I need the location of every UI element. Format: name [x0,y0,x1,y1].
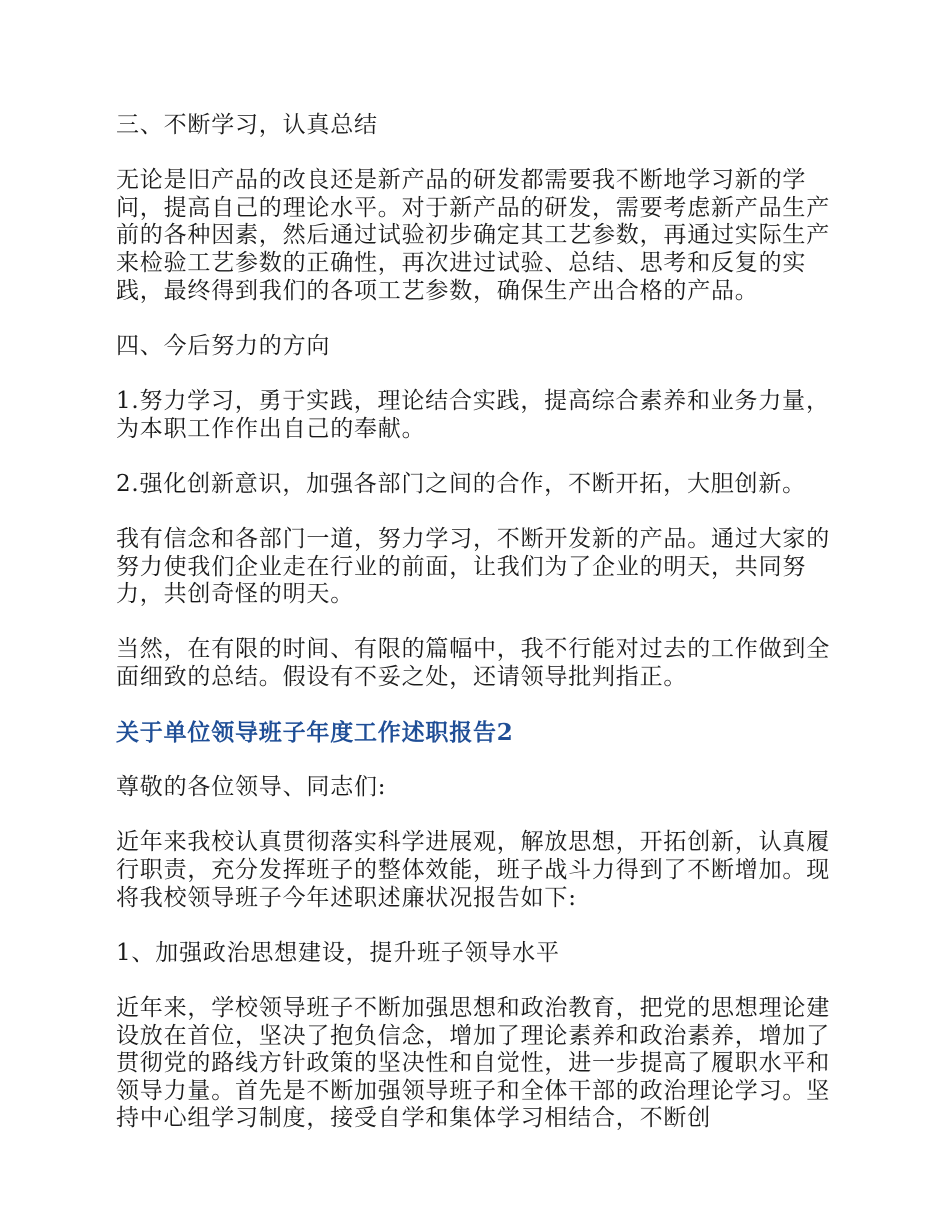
paragraph-belief: 我有信念和各部门一道，努力学习，不断开发新的产品。通过大家的努力使我们企业走在行业的前面，让我们为了企业的明天，共同努力，共创奇怪的明天。 [116,525,830,608]
paragraph-political: 近年来，学校领导班子不断加强思想和政治教育，把党的思想理论建设放在首位，坚决了抱负信念，增加了理论素养和政治素养，增加了贯彻党的路线方针政策的坚决性和自觉性，进一步提高了履职水平和领导力量。首先是不断加强领导班子和全体干部的政治理论学习。坚持中心组学习制度，接受自学和集体学习相结合，不断创 [116,995,830,1132]
section-heading-4: 四、今后努力的方向 [116,332,331,359]
paragraph-closing: 当然，在有限的时间、有限的篇幅中，我不行能对过去的工作做到全面细致的总结。假设有不妥之处，还请领导批判指正。 [116,636,830,690]
document-page [116,112,836,1133]
list-item-2: 2.强化创新意识，加强各部门之间的合作，不断开拓，大胆创新。 [116,470,806,497]
section-heading-3: 三、不断学习，认真总结 [116,112,378,138]
subheading-political: 1、加强政治思想建设，提升班子领导水平 [116,939,560,966]
paragraph-research: 无论是旧产品的改良还是新产品的研发都需要我不断地学习新的学问，提高自己的理论水平。对于新产品的研发，需要考虑新产品生产前的各种因素，然后通过试验初步确定其工艺参数，再通过实际生产来检验工艺参数的正确性，再次进过试验、总结、思考和反复的实践，最终得到我们的各项工艺参数，确保生产出合格的产品。 [116,167,830,304]
list-item-1: 1.努力学习，勇于实践，理论结合实践，提高综合素养和业务力量，为本职工作作出自己的奉献。 [116,387,830,442]
report-title: 关于单位领导班子年度工作述职报告2 [116,719,514,747]
paragraph-intro: 近年来我校认真贯彻落实科学进展观，解放思想，开拓创新，认真履行职责，充分发挥班子的整体效能，班子战斗力得到了不断增加。现将我校领导班子今年述职述廉状况报告如下: [116,829,830,911]
salutation: 尊敬的各位领导、同志们: [116,774,387,801]
